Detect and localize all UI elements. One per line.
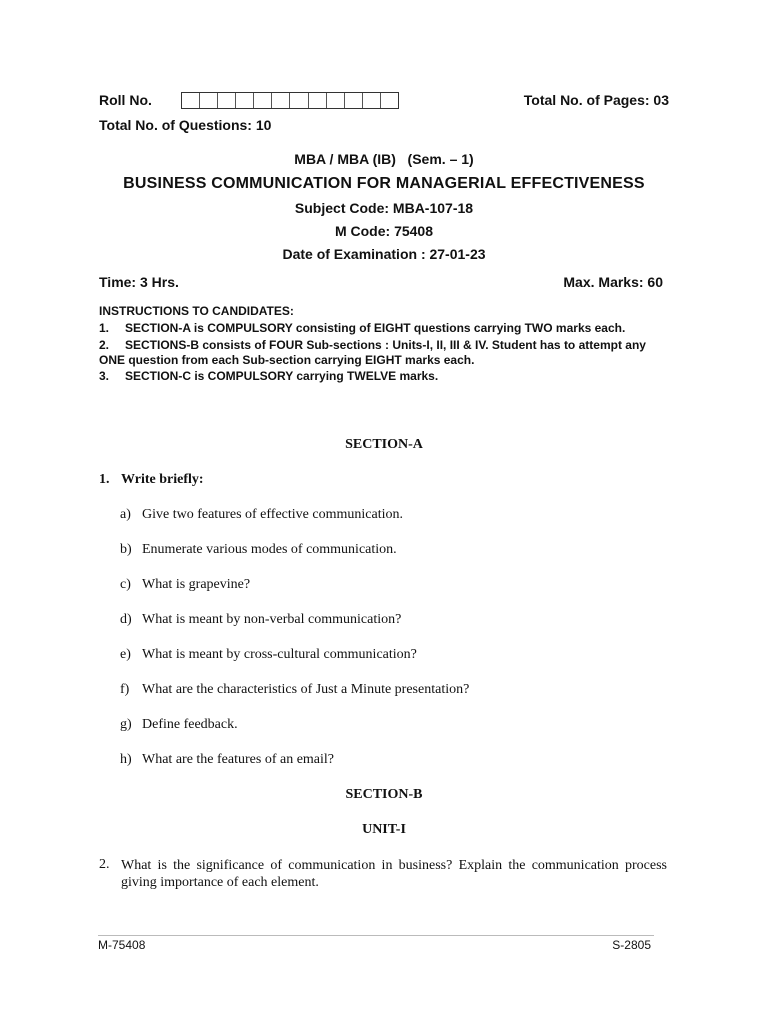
- instruction-number: 1.: [99, 321, 110, 335]
- sub-question-label: e): [120, 647, 131, 662]
- sub-question: [120, 647, 620, 665]
- sub-question-text: What are the characteristics of Just a Minute presentation?: [142, 682, 470, 697]
- sub-question-text: What is meant by non-verbal communication?: [142, 612, 402, 627]
- sub-question: [120, 542, 620, 560]
- question-2: [99, 857, 669, 893]
- instruction-item: [99, 369, 670, 384]
- sub-question-text: Enumerate various modes of communication.: [142, 542, 397, 557]
- instruction-text: SECTION-C is COMPULSORY carrying TWELVE marks.: [125, 369, 439, 383]
- roll-no-boxes: [181, 92, 399, 109]
- sub-question: [120, 717, 620, 735]
- instruction-text: SECTION-A is COMPULSORY consisting of EIGHT questions carrying TWO marks each.: [125, 321, 626, 335]
- instruction-number: 3.: [99, 369, 110, 383]
- roll-no-box: [309, 93, 327, 108]
- section-b-title: SECTION-B: [345, 787, 423, 802]
- sub-question: [120, 507, 620, 525]
- roll-no-box: [218, 93, 236, 108]
- instruction-item: [99, 338, 670, 368]
- m-code: M Code: 75408: [334, 223, 434, 239]
- sub-question: [120, 612, 620, 630]
- sub-question: [120, 682, 620, 700]
- instruction-number: 2.: [99, 338, 110, 352]
- sub-question-text: What is meant by cross-cultural communication?: [142, 647, 417, 662]
- instructions-heading: INSTRUCTIONS TO CANDIDATES:: [99, 304, 294, 318]
- roll-no-box: [236, 93, 254, 108]
- roll-no-box: [327, 93, 345, 108]
- sub-question-label: d): [120, 612, 132, 627]
- roll-no-box: [254, 93, 272, 108]
- sub-question-label: h): [120, 752, 132, 767]
- sub-question-text: Give two features of effective communication.: [142, 507, 403, 522]
- sub-question: [120, 577, 620, 595]
- sub-question-text: What are the features of an email?: [142, 752, 335, 767]
- unit-title: UNIT-I: [362, 822, 406, 837]
- sub-question-label: g): [120, 717, 132, 732]
- subject-code: Subject Code: MBA-107-18: [294, 200, 474, 216]
- roll-no-box: [381, 93, 398, 108]
- sub-question-label: c): [120, 577, 131, 592]
- roll-no-box: [272, 93, 290, 108]
- question-2-number: 2.: [99, 857, 110, 872]
- time-allowed: Time: 3 Hrs.: [99, 274, 179, 290]
- program-line: MBA / MBA (IB) (Sem. – 1): [294, 151, 474, 167]
- total-pages: Total No. of Pages: 03: [523, 92, 669, 108]
- sub-question-label: a): [120, 507, 131, 522]
- question-1-text: Write briefly:: [121, 472, 204, 487]
- question-1-number: 1.: [99, 472, 110, 487]
- roll-no-box: [290, 93, 308, 108]
- sub-question: [120, 752, 620, 770]
- roll-no-box: [182, 93, 200, 108]
- sub-question-label: f): [120, 682, 130, 697]
- sub-question-label: b): [120, 542, 132, 557]
- instruction-text: SECTIONS-B consists of FOUR Sub-sections : Units-I, II, III & IV. Student has to attempt any ONE question from each Sub-section carrying EIGHT marks each.: [99, 338, 646, 367]
- total-questions: Total No. of Questions: 10: [99, 117, 272, 133]
- question-2-text: What is the significance of communication in business? Explain the communication process giving importance of each element.: [121, 858, 667, 890]
- section-a-title: SECTION-A: [345, 437, 423, 452]
- roll-no-box: [345, 93, 363, 108]
- roll-no-box: [363, 93, 381, 108]
- footer-left-code: M-75408: [98, 938, 146, 952]
- roll-no-label: Roll No.: [99, 92, 152, 108]
- sub-question-text: Define feedback.: [142, 717, 238, 732]
- max-marks: Max. Marks: 60: [563, 274, 663, 290]
- roll-no-box: [200, 93, 218, 108]
- footer-divider: [98, 935, 654, 936]
- sub-question-text: What is grapevine?: [142, 577, 251, 592]
- exam-date: Date of Examination : 27-01-23: [282, 246, 486, 262]
- footer-right-code: S-2805: [612, 938, 651, 952]
- subject-title: BUSINESS COMMUNICATION FOR MANAGERIAL EFFECTIVENESS: [123, 175, 645, 192]
- instruction-item: [99, 321, 670, 336]
